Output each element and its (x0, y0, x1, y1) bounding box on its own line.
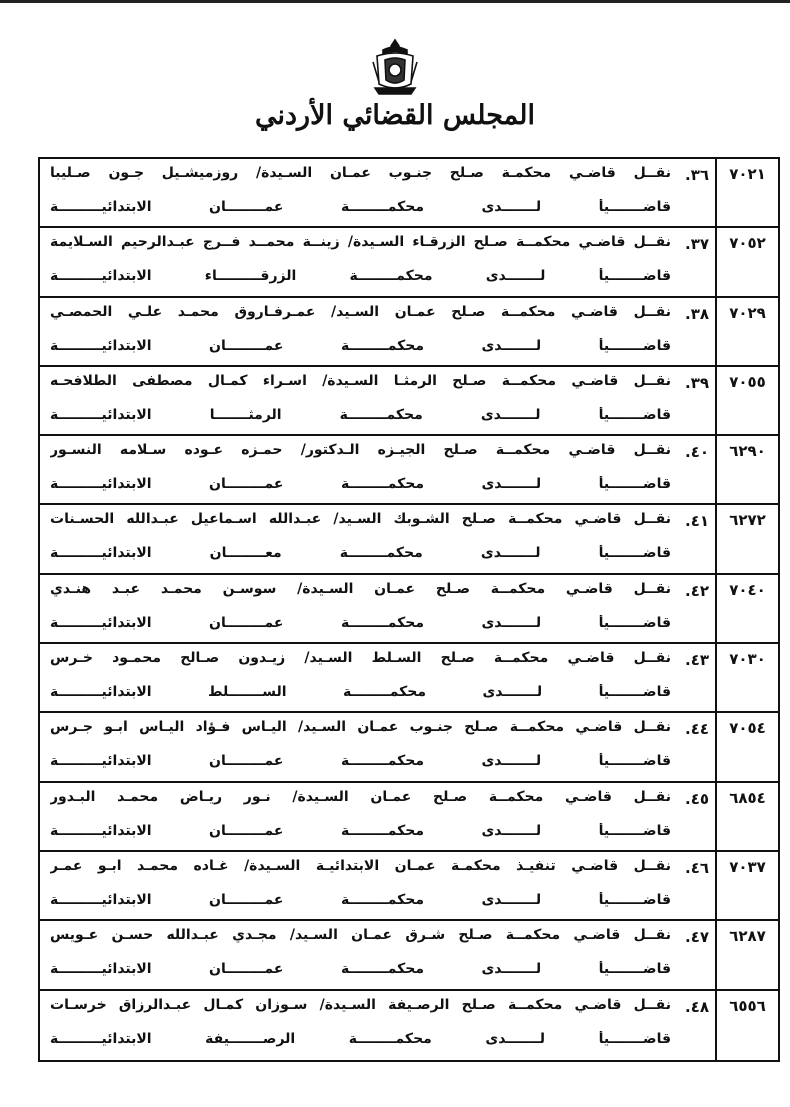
row-content (40, 991, 715, 1060)
table-row (40, 436, 778, 505)
coat-of-arms-icon (365, 38, 425, 96)
table-row (40, 783, 778, 852)
row-content (40, 644, 715, 711)
transfer-line: نقــل قاضـي محكمــة صـلح الزرقـاء السـيدة/ زينــة محمــد فــرج عبـدالرحيم السـلايمة (50, 234, 671, 251)
table-row (40, 228, 778, 297)
council-name: المجلس القضائي الأردني (255, 100, 535, 131)
transfer-table (38, 157, 780, 1062)
judge-code: ٧٠٤٠ (715, 575, 778, 642)
destination-line: قاضـــــــيأ لـــــــدى محكمــــــــة معــــــــان الابتدائيـــــــــة (50, 545, 671, 562)
row-content (40, 298, 715, 365)
judge-code: ٧٠٣٠ (715, 644, 778, 711)
row-content (40, 436, 715, 503)
row-content (40, 575, 715, 642)
row-content (40, 228, 715, 295)
row-content (40, 505, 715, 572)
judge-code: ٦٢٨٧ (715, 921, 778, 988)
transfer-line: نقــل قاضـي محكمــة صـلح الشـوبك السـيد/ عبـدالله اسـماعيل عبـدالله الحسـنات (50, 511, 671, 528)
destination-line: قاضـــــــيأ لـــــــدى محكمــــــــة عمــــــــان الابتدائيـــــــــة (50, 822, 671, 839)
destination-line: قاضـــــــيأ لـــــــدى محكمــــــــة عمــــــــان الابتدائيـــــــــة (50, 199, 671, 215)
transfer-line: نقــل قاضـي محكمــة صـلح عمـان السـيد/ عمـرفـاروق محمـد علـي الحمصـي (50, 303, 671, 320)
table-row (40, 644, 778, 713)
table-row (40, 991, 778, 1060)
item-number: ٤٤. (684, 720, 709, 739)
transfer-line: نقــل قاضـي محكمــة صـلح شـرق عمـان السـيد/ مجـدي عبـدالله حسـن عـويس (50, 927, 671, 944)
judge-code: ٦٨٥٤ (715, 783, 778, 850)
judge-code: ٦٢٧٢ (715, 505, 778, 572)
item-number: ٤٦. (684, 858, 709, 877)
row-content (40, 367, 715, 434)
destination-line: قاضـــــــيأ لـــــــدى محكمــــــــة عمــــــــان الابتدائيـــــــــة (50, 614, 671, 631)
transfer-line: نقــل قاضـي محكمــة صـلح الجيـزه الـدكتور/ حمـزه عـوده سـلامه النسـور (50, 442, 671, 459)
judge-code: ٧٠٣٧ (715, 852, 778, 919)
row-content (40, 852, 715, 919)
table-row (40, 159, 778, 228)
destination-line: قاضـــــــيأ لـــــــدى محكمــــــــة عمــــــــان الابتدائيـــــــــة (50, 891, 671, 908)
row-content (40, 921, 715, 988)
transfer-line: نقــل قاضـي تنفيـذ محكمـة عمـان الابتدائيـة السـيدة/ غـاده محمـد ابـو عمـر (50, 857, 671, 874)
table-row (40, 367, 778, 436)
destination-line: قاضـــــــيأ لـــــــدى محكمــــــــة الرمثـــــــا الابتدائيـــــــــة (50, 406, 671, 423)
transfer-line: نقــل قاضـي محكمــة صـلح الرمثـا السـيدة/ اسـراء كمـال مصطفى الطلافحـه (50, 372, 671, 389)
row-content (40, 783, 715, 850)
item-number: ٤٠. (684, 443, 709, 462)
destination-line: قاضـــــــيأ لـــــــدى محكمــــــــة الرصـــــــيفة الابتدائيـــــــــة (50, 1030, 671, 1047)
letterhead (0, 38, 790, 131)
top-rule (0, 0, 790, 3)
item-number: ٣٩. (684, 373, 709, 392)
judge-code: ٧٠٢١ (715, 159, 778, 226)
item-number: ٣٧. (684, 235, 709, 254)
item-number: ٤١. (684, 512, 709, 531)
destination-line: قاضـــــــيأ لـــــــدى محكمــــــــة الســـــــلط الابتدائيـــــــــة (50, 684, 671, 701)
transfer-line: نقــل قاضـي محكمــة صـلح السـلط السـيد/ زيـدون صـالح محمـود خـرس (50, 650, 671, 667)
judge-code: ٧٠٥٢ (715, 228, 778, 295)
item-number: ٣٨. (684, 304, 709, 323)
judge-code: ٦٥٥٦ (715, 991, 778, 1060)
transfer-line: نقــل قاضـي محكمــة صـلح جنـوب عمـان السـيد/ اليـاس فـؤاد اليـاس ابـو جـرس (50, 719, 671, 736)
table-row (40, 713, 778, 782)
item-number: ٤٧. (684, 928, 709, 947)
table-row (40, 505, 778, 574)
table-row (40, 575, 778, 644)
destination-line: قاضـــــــيأ لـــــــدى محكمــــــــة عمــــــــان الابتدائيـــــــــة (50, 753, 671, 770)
item-number: ٤٥. (684, 789, 709, 808)
item-number: ٤٢. (684, 581, 709, 600)
judge-code: ٧٠٥٥ (715, 367, 778, 434)
transfer-line: نقــل قاضـي محكمـة صـلح جنـوب عمـان السـيدة/ روزميشـيل جـون صـليبا (50, 165, 671, 181)
item-number: ٤٨. (684, 997, 709, 1016)
destination-line: قاضـــــــيأ لـــــــدى محكمــــــــة عمــــــــان الابتدائيـــــــــة (50, 476, 671, 493)
row-content (40, 713, 715, 780)
judge-code: ٧٠٥٤ (715, 713, 778, 780)
table-row (40, 298, 778, 367)
transfer-line: نقــل قاضـي محكمــة صـلح عمـان السـيدة/ سوسـن محمـد عبـد هنـدي (50, 580, 671, 597)
item-number: ٤٣. (684, 651, 709, 670)
judge-code: ٦٢٩٠ (715, 436, 778, 503)
judge-code: ٧٠٢٩ (715, 298, 778, 365)
transfer-line: نقــل قاضـي محكمــة صـلح عمـان السـيدة/ نـور ريـاض محمـد البـدور (50, 788, 671, 805)
table-row (40, 921, 778, 990)
row-content (40, 159, 715, 226)
item-number: ٣٦. (684, 166, 709, 184)
destination-line: قاضـــــــيأ لـــــــدى محكمــــــــة الزرقـــــــــاء الابتدائيـــــــــة (50, 268, 671, 285)
table-row (40, 852, 778, 921)
destination-line: قاضـــــــيأ لـــــــدى محكمــــــــة عمــــــــان الابتدائيـــــــــة (50, 961, 671, 978)
transfer-line: نقــل قاضـي محكمــة صـلح الرصـيفة السـيدة/ سـوزان كمـال عبـدالرزاق خرسـات (50, 996, 671, 1013)
destination-line: قاضـــــــيأ لـــــــدى محكمــــــــة عمــــــــان الابتدائيـــــــــة (50, 337, 671, 354)
